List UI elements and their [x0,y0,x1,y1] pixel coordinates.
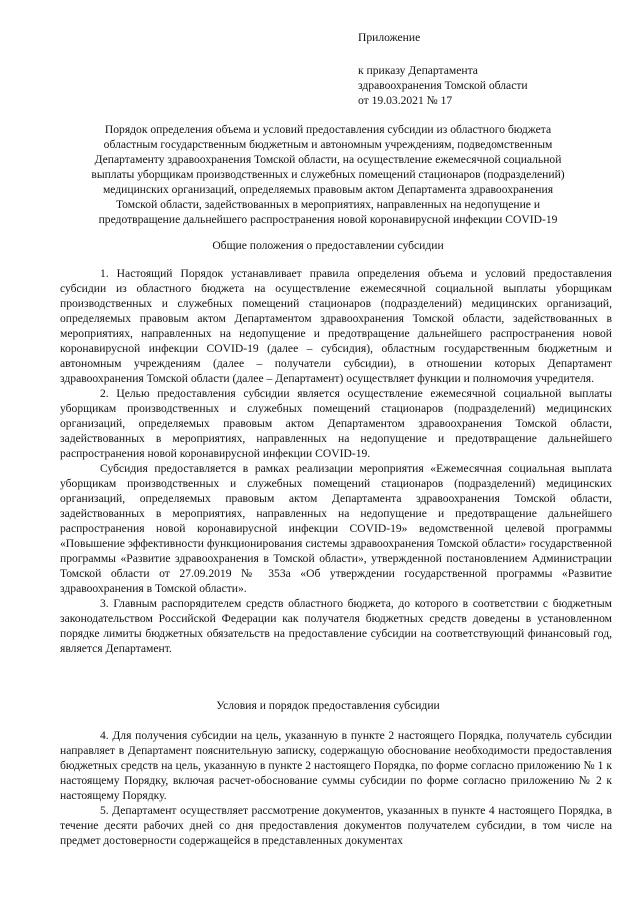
appendix-header [358,30,628,108]
paragraph-2: 2. Целью предоставления субсидии является осуществление ежемесячной социальной выплаты уборщикам производственных и служебных помещений стационаров (подразделений) медицинских организаций, определяемых правовым актом Департаментом здравоохранения Томской области, задействованных в мероприятиях, направленных на недопущение и предотвращение дальнейшего распространения новой коронавирусной инфекции COVID-19. [60,387,612,460]
paragraph-5: 5. Департамент осуществляет рассмотрение документов, указанных в пункте 4 настоящего Порядка, в течение десяти рабочих дней со дня предоставления документов получателем субсидии, в том числе на предмет достоверности содержащейся в представленных документах [60,804,612,847]
section-body-conditions [60,728,612,848]
title-line: Порядок определения объема и условий предоставления субсидии из областного бюджета [104,123,552,136]
document-title [40,122,616,227]
title-line: Томской области, задействованных в мероприятиях, направленных на недопущение и [115,198,541,211]
title-line: медицинских организаций, определяемых правовым актом Департамента здравоохранения [102,183,554,196]
appendix-date-number: от 19.03.2021 № 17 [358,94,453,107]
appendix-order-line: к приказу Департамента [358,64,478,77]
paragraph-1: 1. Настоящий Порядок устанавливает правила определения объема и условий предоставления субсидии из областного бюджета на осуществление ежемесячной социальной выплаты уборщикам производственных и служебных помещений стационаров (подразделений) медицинских организаций, определяемых правовым актом Департаментом здравоохранения Томской области, задействованных в мероприятиях, направленных на недопущение и предотвращение дальнейшего распространения новой коронавирусной инфекции COVID-19 (далее – субсидия), областным государственным бюджетным и автономным учреждениям (далее – получатели субсидии), в отношении которых Департамент здравоохранения Томской области (далее – Департамент) осуществляет функции и полномочия учредителя. [60,267,612,385]
appendix-department-line: здравоохранения Томской области [358,79,528,92]
paragraph-3: 3. Главным распорядителем средств областного бюджета, до которого в соответствии с бюджетным законодательством Российской Федерации как получателя бюджетных средств доведены в установленном порядке лимиты бюджетных обязательств на предоставление субсидии на соответствующий финансовый год, является Департамент. [60,597,612,655]
paragraph-4: 4. Для получения субсидии на цель, указанную в пункте 2 настоящего Порядка, получатель субсидии направляет в Департамент пояснительную записку, содержащую обоснование необходимости предоставления бюджетных средств на цель, указанную в пункте 2 настоящего Порядка, по форме согласно приложению № 1 к настоящему Порядку, включая расчет-обоснование суммы субсидии по форме согласно приложению № 2 к настоящему Порядку. [60,729,612,802]
title-line: предотвращение дальнейшего распространения новой коронавирусной инфекции COVID-19 [98,213,558,226]
title-line: областным государственным бюджетным и автономным учреждениям, подведомственным [103,138,553,151]
appendix-label: Приложение [358,31,421,44]
section-body-general [60,266,612,656]
section-heading-general: Общие положения о предоставлении субсидии [212,239,444,252]
paragraph-2-continued: Субсидия предоставляется в рамках реализации мероприятия «Ежемесячная социальная выплата уборщикам производственных и служебных помещений стационаров (подразделений) медицинских организаций, определяемых правовым актом Департамента здравоохранения Томской области, задействованных в мероприятиях, направленных на недопущение и предотвращение дальнейшего распространения новой коронавирусной инфекции COVID-19» ведомственной целевой программы «Повышение эффективности функционирования системы здравоохранения Томской области» государственной программы «Развитие здравоохранения в Томской области», утвержденной постановлением Администрации Томской области от 27.09.2019 № 353а «Об утверждении государственной программы «Развитие здравоохранения в Томской области». [60,462,612,595]
section-heading-conditions: Условия и порядок предоставления субсидии [216,699,440,712]
title-line: Департаменту здравоохранения Томской области, на осуществление ежемесячной социальной [94,153,562,166]
title-line: выплаты уборщикам производственных и служебных помещений стационаров (подразделений) [91,168,565,181]
